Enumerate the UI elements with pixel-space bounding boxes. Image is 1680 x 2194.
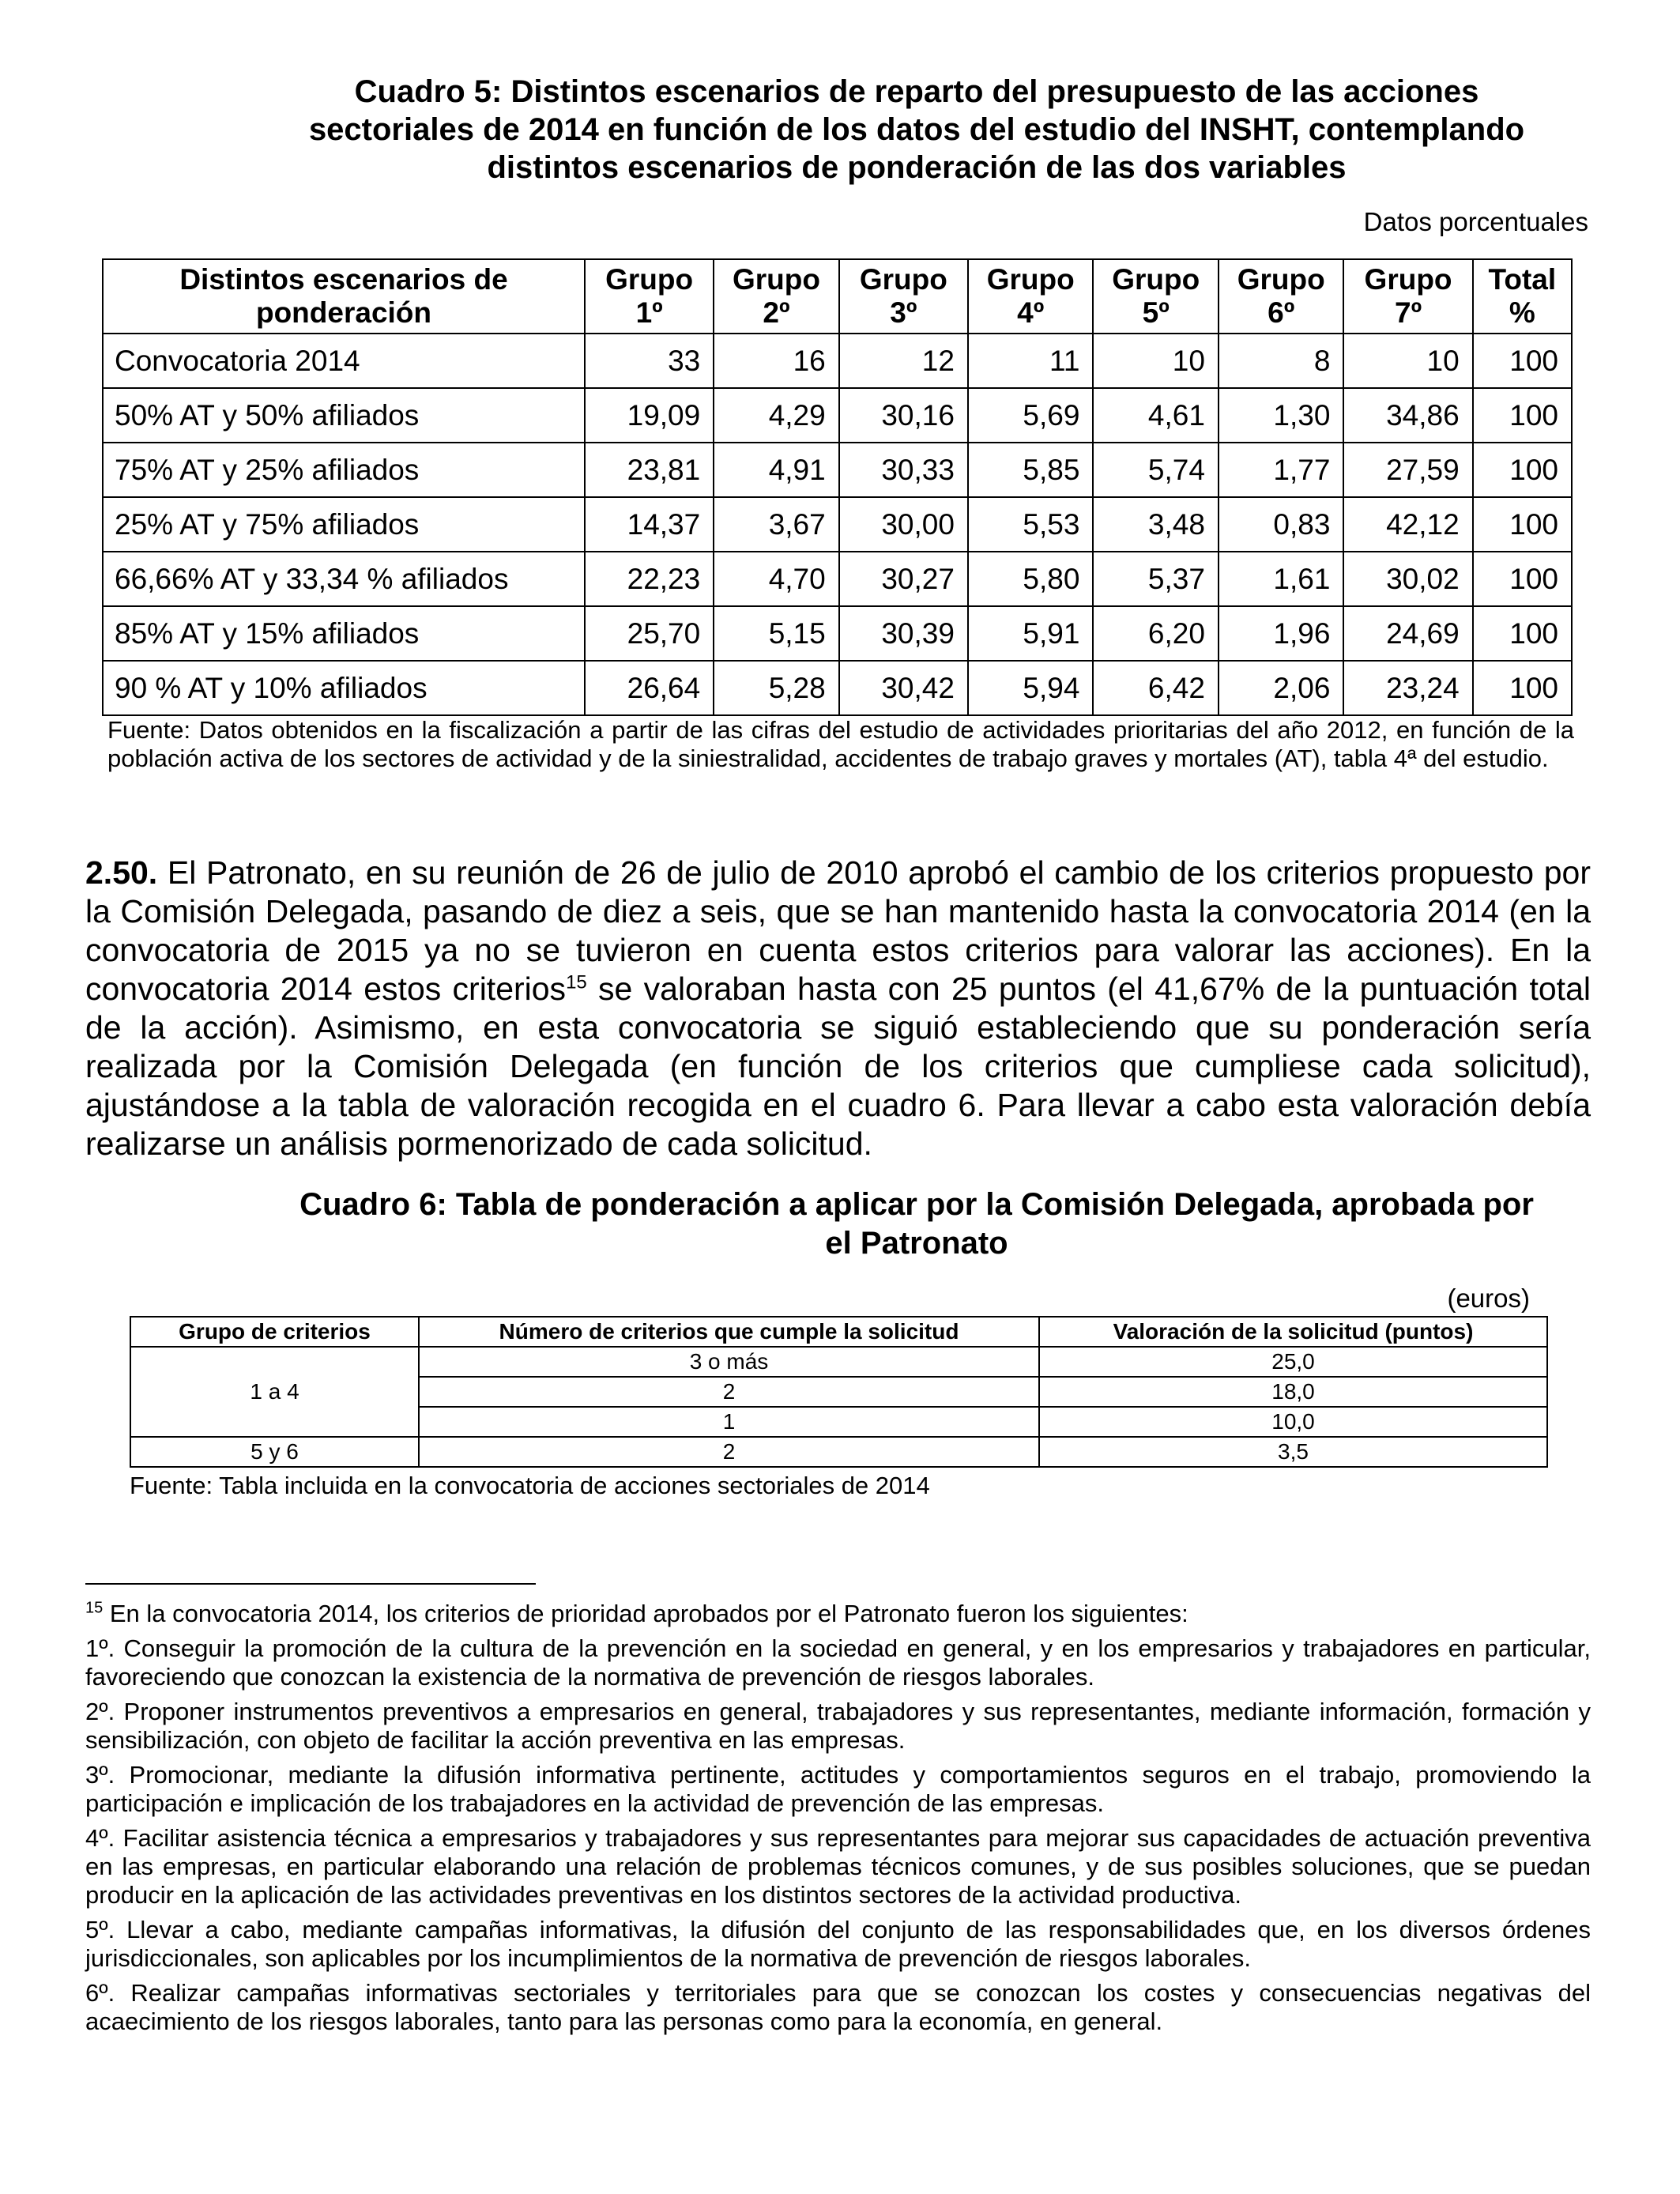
table-cell: 4,29 xyxy=(714,388,839,443)
row-label-cell: 90 % AT y 10% afiliados xyxy=(103,661,585,715)
header-cell: Grupo 1º xyxy=(585,259,714,334)
table-cell: 100 xyxy=(1473,661,1572,715)
cuadro6-title xyxy=(237,1186,1596,1263)
row-label-cell: 66,66% AT y 33,34 % afiliados xyxy=(103,552,585,606)
table-row xyxy=(103,334,1572,388)
table-row xyxy=(103,661,1572,715)
table-cell: 6,20 xyxy=(1093,606,1219,661)
header-cell: Grupo 3º xyxy=(839,259,968,334)
footnote-item: 6º. Realizar campañas informativas sectoriales y territoriales para que se conozcan los costes y consecuencias negativas del acaecimiento de los riesgos laborales, tanto para las personas como para la economía, en general. xyxy=(85,1979,1591,2035)
table-cell: 100 xyxy=(1473,443,1572,497)
cuadro5-source: Fuente: Datos obtenidos en la fiscalización a partir de las cifras del estudio de actividades prioritarias del año 2012, en función de la población activa de los sectores de actividad y de la siniestralidad, accidentes de trabajo graves y mortales (AT), tabla 4ª del estudio. xyxy=(107,716,1574,772)
table-cell: 30,00 xyxy=(839,497,968,552)
table-cell: 42,12 xyxy=(1343,497,1472,552)
footnote-item: 4º. Facilitar asistencia técnica a empresarios y trabajadores y sus representantes para mejorar sus capacidades de actuación preventiva en las empresas, en particular elaborando una relación de problemas técnicos comunes, y de sus posibles soluciones, que se puedan producir en la aplicación de las actividades preventivas en los distintos sectores de la actividad productiva. xyxy=(85,1824,1591,1909)
paragraph-text: se valoraban hasta con 25 puntos (el 41,67% de la puntuación total de la acción). Asimismo, en esta convocatoria se siguió estableciendo que su ponderación sería realizada por la Comisión Delegada (en función de los criterios que cumpliese cada solicitud), ajustándose a la tabla de valoración recogida en el cuadro 6. Para llevar a cabo esta valoración debía realizarse un análisis pormenorizado de cada solicitud. xyxy=(85,971,1591,1162)
row-label-cell: Convocatoria 2014 xyxy=(103,334,585,388)
footnote-item: 5º. Llevar a cabo, mediante campañas informativas, la difusión del conjunto de las responsabilidades que, en los diversos órdenes jurisdiccionales, son aplicables por los incumplimientos de la normativa de prevención de riesgos laborales. xyxy=(85,1916,1591,1972)
paragraph-number: 2.50. xyxy=(85,854,158,891)
table-cell: 2 xyxy=(419,1377,1039,1407)
header-cell: Grupo 6º xyxy=(1219,259,1344,334)
row-label-cell: 50% AT y 50% afiliados xyxy=(103,388,585,443)
footnote-number: 15 xyxy=(85,1599,104,1617)
table-cell: 25,0 xyxy=(1039,1347,1547,1377)
cuadro5-title-line: distintos escenarios de ponderación de las dos variables xyxy=(487,150,1347,185)
footnote-item: 2º. Proponer instrumentos preventivos a empresarios en general, trabajadores y sus representantes, mediante información, formación y sensibilización, con objeto de facilitar la acción preventiva en las empresas. xyxy=(85,1698,1591,1754)
table-cell: 1 xyxy=(419,1407,1039,1437)
table-cell: 2,06 xyxy=(1219,661,1344,715)
header-cell: Grupo de criterios xyxy=(130,1317,419,1347)
table-cell: 30,16 xyxy=(839,388,968,443)
table-cell: 5,94 xyxy=(968,661,1094,715)
table-cell: 3,48 xyxy=(1093,497,1219,552)
table-cell: 1,30 xyxy=(1219,388,1344,443)
table-row xyxy=(103,388,1572,443)
table-cell: 6,42 xyxy=(1093,661,1219,715)
cuadro5-title-line: sectoriales de 2014 en función de los datos del estudio del INSHT, contemplando xyxy=(308,112,1525,147)
table-cell: 27,59 xyxy=(1343,443,1472,497)
footnote-divider xyxy=(85,1583,536,1585)
header-cell: Grupo 2º xyxy=(714,259,839,334)
table-cell: 11 xyxy=(968,334,1094,388)
cuadro6-title-line: Cuadro 6: Tabla de ponderación a aplicar por la Comisión Delegada, aprobada por xyxy=(299,1187,1534,1222)
table-cell: 25,70 xyxy=(585,606,714,661)
cuadro5-title xyxy=(237,73,1596,187)
table-cell: 14,37 xyxy=(585,497,714,552)
table-cell: 3,67 xyxy=(714,497,839,552)
footnote-ref[interactable]: 15 xyxy=(566,971,587,993)
table-cell: 100 xyxy=(1473,606,1572,661)
table-cell: 1,61 xyxy=(1219,552,1344,606)
header-cell: Grupo 4º xyxy=(968,259,1094,334)
paragraph-text: El Patronato, en su reunión de 26 de julio de 2010 aprobó el cambio de los criterios propuesto por la Comisión Delegada, pasando de diez a seis, que se han mantenido hasta la convocatoria 2014 (en la convocatoria de 2015 ya no se tuvieron en cuenta estos criterios para valorar las acciones). En la convocatoria 2014 estos criterios xyxy=(85,854,1591,1007)
table-cell: 10 xyxy=(1093,334,1219,388)
table-cell: 5,53 xyxy=(968,497,1094,552)
table-row xyxy=(130,1437,1547,1467)
header-cell: Total % xyxy=(1473,259,1572,334)
table-cell: 100 xyxy=(1473,552,1572,606)
table-header-row xyxy=(130,1317,1547,1347)
table-cell: 5,85 xyxy=(968,443,1094,497)
table-cell: 23,81 xyxy=(585,443,714,497)
table-cell: 1 a 4 xyxy=(130,1347,419,1437)
cuadro6-table xyxy=(130,1316,1548,1468)
table-cell: 33 xyxy=(585,334,714,388)
table-header-row xyxy=(103,259,1572,334)
table-cell: 4,91 xyxy=(714,443,839,497)
table-cell: 19,09 xyxy=(585,388,714,443)
table-cell: 3,5 xyxy=(1039,1437,1547,1467)
header-cell: Número de criterios que cumple la solicitud xyxy=(419,1317,1039,1347)
table-cell: 10 xyxy=(1343,334,1472,388)
header-cell: Grupo 7º xyxy=(1343,259,1472,334)
table-cell: 30,39 xyxy=(839,606,968,661)
table-cell: 26,64 xyxy=(585,661,714,715)
table-cell: 10,0 xyxy=(1039,1407,1547,1437)
table-cell: 5,37 xyxy=(1093,552,1219,606)
footnote-item: 3º. Promocionar, mediante la difusión informativa pertinente, actitudes y comportamientos seguros en el trabajo, promoviendo la participación e implicación de los trabajadores en la actividad de prevención de las empresas. xyxy=(85,1761,1591,1817)
table-cell: 4,70 xyxy=(714,552,839,606)
footnote-item: 1º. Conseguir la promoción de la cultura de la prevención en la sociedad en general, y en los empresarios y trabajadores en particular, favoreciendo que conozcan la existencia de la normativa de prevención de riesgos laborales. xyxy=(85,1634,1591,1691)
table-cell: 100 xyxy=(1473,388,1572,443)
table-row xyxy=(103,552,1572,606)
footnote xyxy=(85,1600,1591,2042)
table-cell: 3 o más xyxy=(419,1347,1039,1377)
table-cell: 0,83 xyxy=(1219,497,1344,552)
row-label-cell: 25% AT y 75% afiliados xyxy=(103,497,585,552)
table-cell: 8 xyxy=(1219,334,1344,388)
row-label-cell: 85% AT y 15% afiliados xyxy=(103,606,585,661)
table-row xyxy=(103,497,1572,552)
table-cell: 5,69 xyxy=(968,388,1094,443)
table-cell: 30,33 xyxy=(839,443,968,497)
table-cell: 16 xyxy=(714,334,839,388)
table-cell: 100 xyxy=(1473,334,1572,388)
table-cell: 1,96 xyxy=(1219,606,1344,661)
table-cell: 18,0 xyxy=(1039,1377,1547,1407)
table-cell: 30,27 xyxy=(839,552,968,606)
table-row xyxy=(103,443,1572,497)
table-cell: 22,23 xyxy=(585,552,714,606)
cuadro5-table xyxy=(102,258,1573,716)
table-cell: 5,80 xyxy=(968,552,1094,606)
cuadro6-title-line: el Patronato xyxy=(825,1226,1008,1261)
cuadro6-source: Fuente: Tabla incluida en la convocatoria de acciones sectoriales de 2014 xyxy=(130,1472,930,1499)
table-cell: 2 xyxy=(419,1437,1039,1467)
table-cell: 5,74 xyxy=(1093,443,1219,497)
table-cell: 23,24 xyxy=(1343,661,1472,715)
cuadro5-title-line: Cuadro 5: Distintos escenarios de reparto del presupuesto de las acciones xyxy=(354,74,1479,109)
table-cell: 4,61 xyxy=(1093,388,1219,443)
table-cell: 1,77 xyxy=(1219,443,1344,497)
table-cell: 24,69 xyxy=(1343,606,1472,661)
table-cell: 12 xyxy=(839,334,968,388)
table-row xyxy=(103,606,1572,661)
table-cell: 5 y 6 xyxy=(130,1437,419,1467)
table-cell: 30,02 xyxy=(1343,552,1472,606)
row-label-cell: 75% AT y 25% afiliados xyxy=(103,443,585,497)
footnote-intro: $^{15}$ En la convocatoria 2014, los criterios de prioridad aprobados por el Patronato fueron los siguientes: xyxy=(85,1599,1188,1627)
table-row xyxy=(130,1347,1547,1377)
table-cell: 100 xyxy=(1473,497,1572,552)
table-cell: 5,28 xyxy=(714,661,839,715)
table-cell: 30,42 xyxy=(839,661,968,715)
table-cell: 5,15 xyxy=(714,606,839,661)
header-cell: Grupo 5º xyxy=(1093,259,1219,334)
table-cell: 5,91 xyxy=(968,606,1094,661)
cuadro6-unit: (euros) xyxy=(1447,1284,1530,1313)
header-cell: Valoración de la solicitud (puntos) xyxy=(1039,1317,1547,1347)
paragraph-2-50 xyxy=(85,854,1591,1163)
cuadro5-unit: Datos porcentuales xyxy=(1363,207,1588,236)
header-cell: Distintos escenarios de ponderación xyxy=(103,259,585,334)
table-cell: 34,86 xyxy=(1343,388,1472,443)
